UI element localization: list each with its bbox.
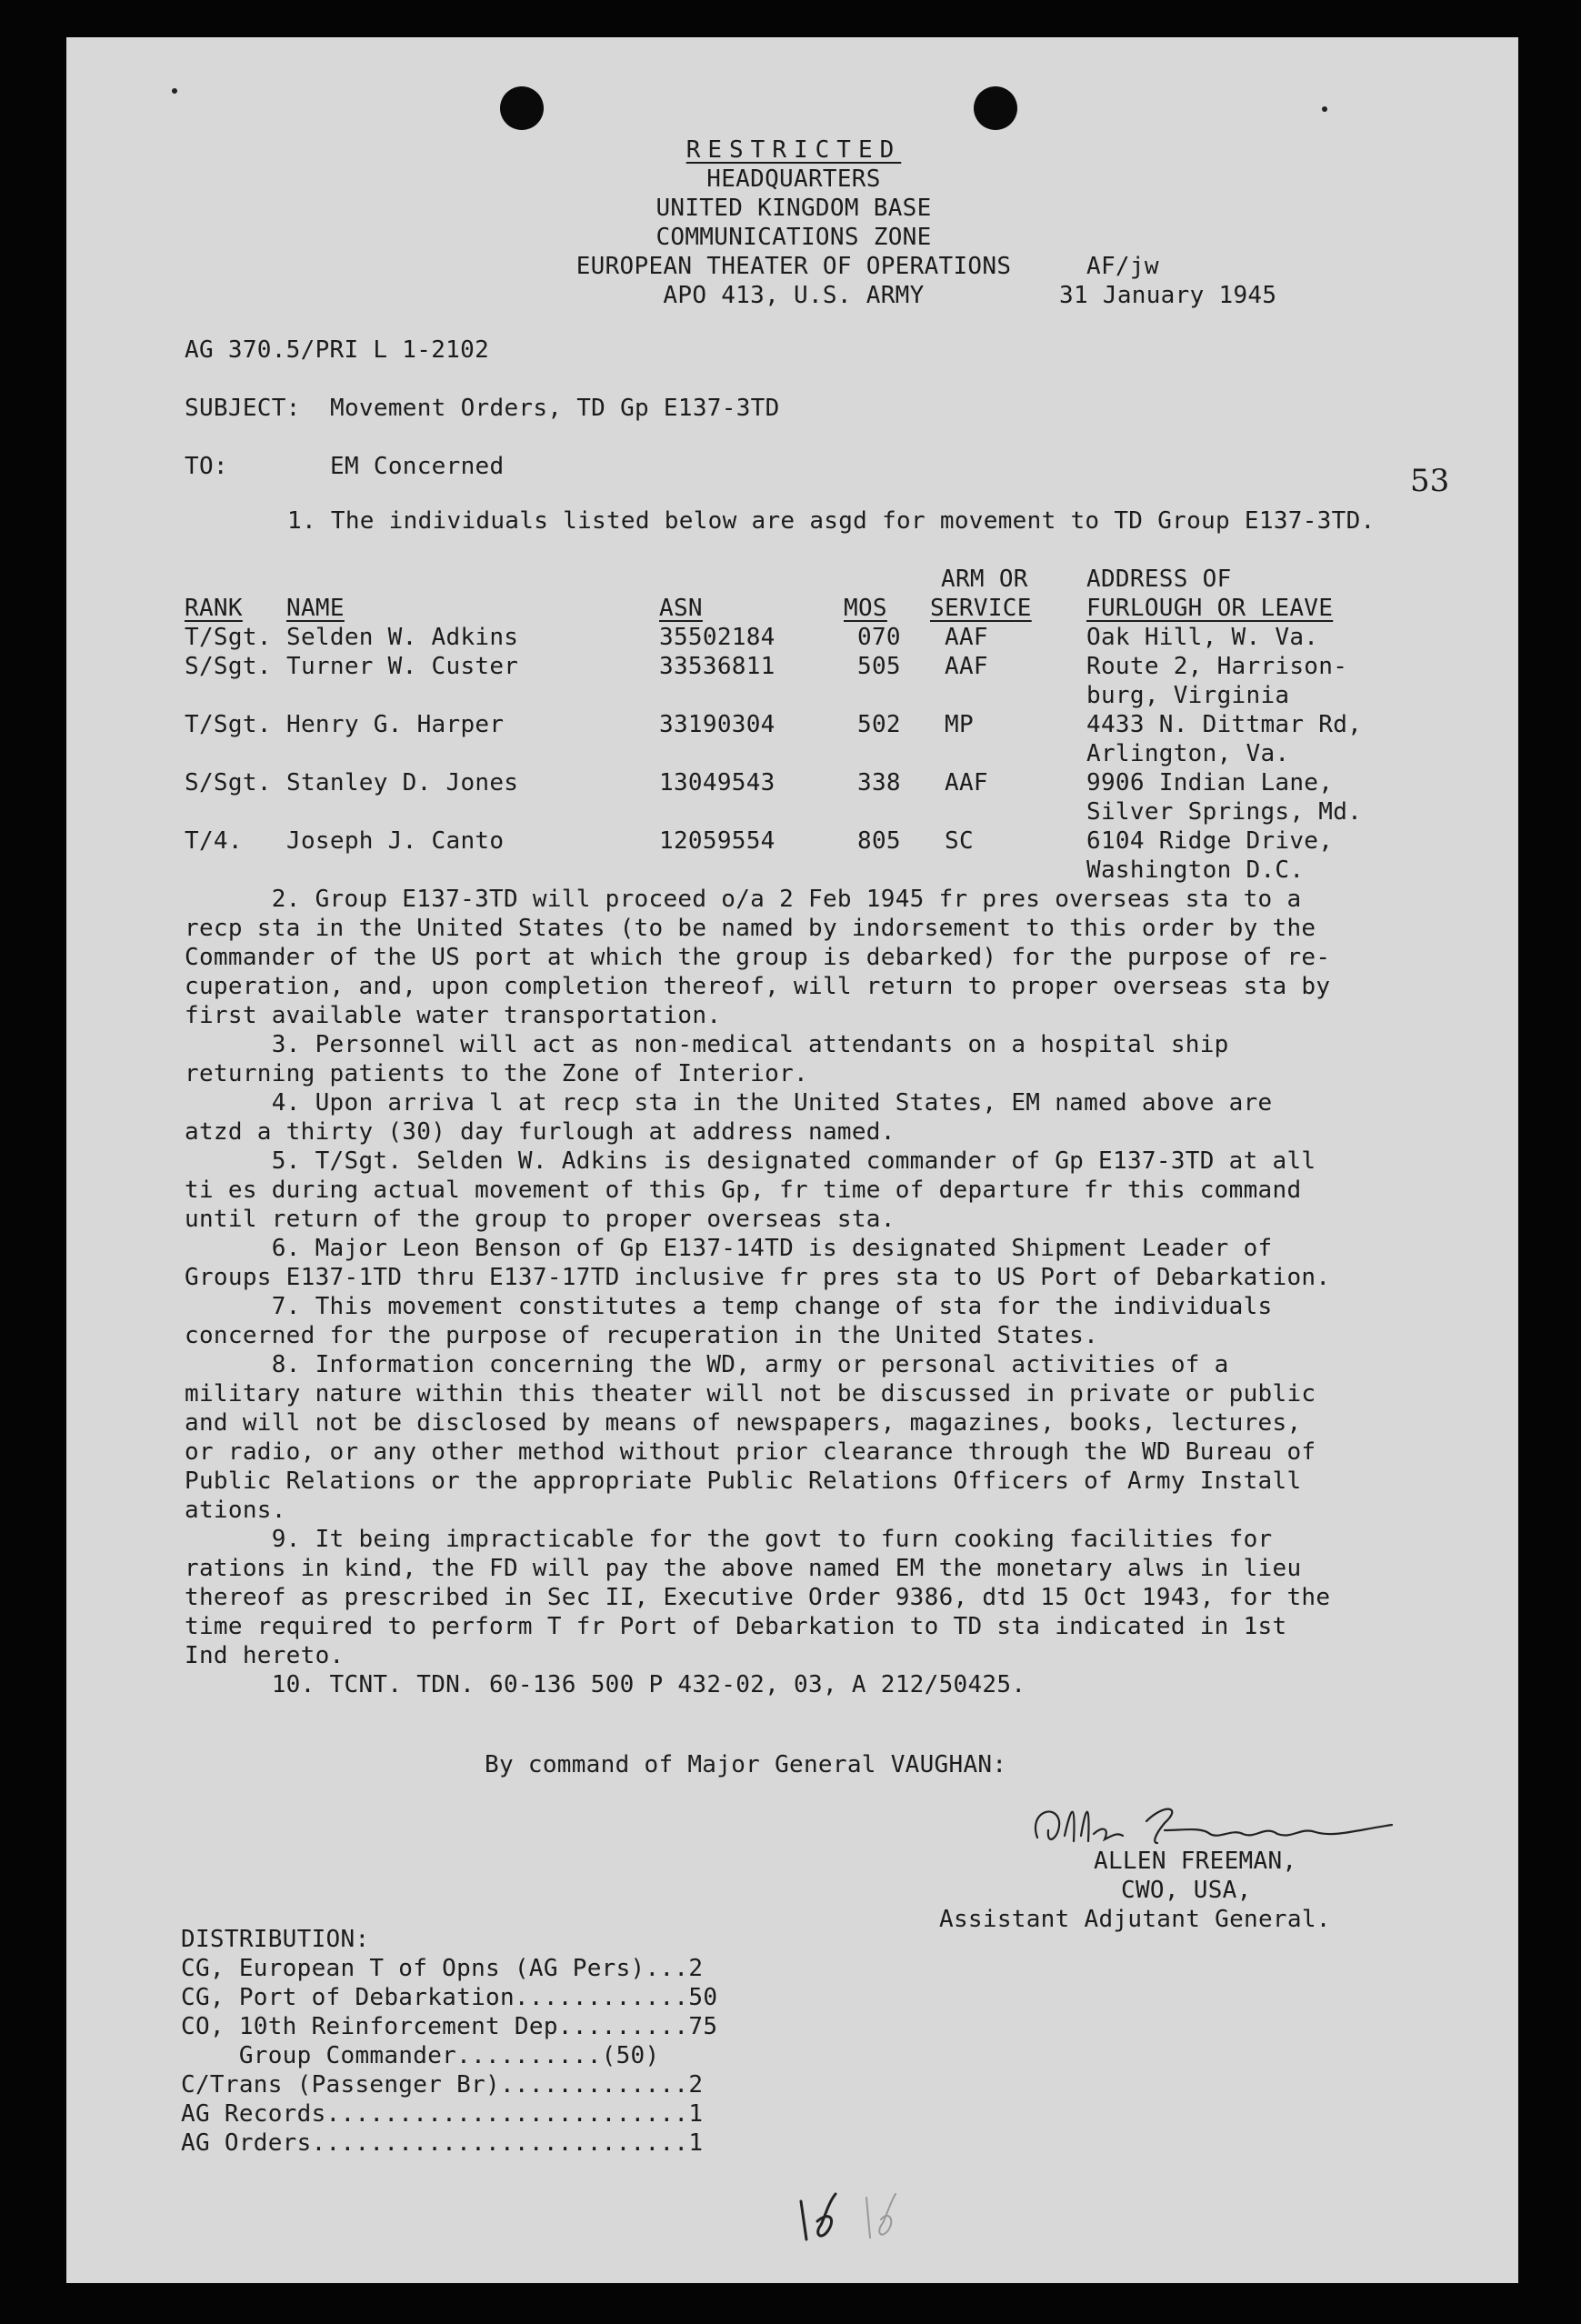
body-line: until return of the group to proper overseas sta. [185, 1206, 896, 1233]
body-line: 4. Upon arriva l at recp sta in the United States, EM named above are [185, 1089, 1273, 1117]
distribution-label: DISTRIBUTION: [181, 1926, 370, 1953]
table-cell-asn: 12059554 [659, 827, 775, 855]
handwritten-note [794, 2185, 912, 2249]
to-text: EM Concerned [330, 453, 505, 480]
table-cell-asn: 33536811 [659, 653, 775, 680]
table-cell-rank: T/Sgt. [185, 624, 272, 651]
distribution-line: CG, European T of Opns (AG Pers)...2 [181, 1955, 704, 1982]
table-cell-name: Turner W. Custer [286, 653, 519, 680]
table-cell-name: Henry G. Harper [286, 711, 505, 738]
distribution-line: AG Records.........................1 [181, 2100, 704, 2128]
table-header-arm-top: ARM OR [941, 566, 1028, 593]
table-cell-mos: 505 [857, 653, 901, 680]
table-cell-address: 6104 Ridge Drive, [1086, 827, 1334, 855]
table-cell-asn: 35502184 [659, 624, 775, 651]
table-cell-arm: AAF [945, 769, 988, 796]
body-line: Ind hereto. [185, 1642, 345, 1669]
table-header-name: NAME [286, 595, 345, 622]
body-line: rations in kind, the FD will pay the above named EM the monetary alws in lieu [185, 1555, 1302, 1582]
document-date: 31 January 1945 [1059, 282, 1277, 309]
table-cell-address: Oak Hill, W. Va. [1086, 624, 1319, 651]
table-cell-rank: T/4. [185, 827, 243, 855]
distribution-line: Group Commander..........(50) [181, 2042, 660, 2069]
reference-initials: AF/jw [1086, 253, 1159, 280]
table-cell-mos: 805 [857, 827, 901, 855]
punch-hole-right [974, 86, 1017, 130]
body-line: 10. TCNT. TDN. 60-136 500 P 432-02, 03, A 212/50425. [185, 1671, 1026, 1698]
distribution-line: CG, Port of Debarkation............50 [181, 1984, 718, 2011]
body-line: concerned for the purpose of recuperation in the United States. [185, 1322, 1099, 1349]
table-cell-mos: 070 [857, 624, 901, 651]
subject-label: SUBJECT: [185, 395, 301, 422]
file-reference: AG 370.5/PRI L 1-2102 [185, 336, 490, 364]
body-line: 7. This movement constitutes a temp change of sta for the individuals [185, 1293, 1273, 1320]
table-cell-rank: S/Sgt. [185, 769, 272, 796]
header-line: EUROPEAN THEATER OF OPERATIONS [575, 253, 1012, 280]
classification-heading: RESTRICTED [685, 136, 902, 164]
paragraph-1: 1. The individuals listed below are asgd for movement to TD Group E137-3TD. [287, 507, 1376, 535]
distribution-line: AG Orders..........................1 [181, 2129, 704, 2157]
distribution-line: C/Trans (Passenger Br).............2 [181, 2071, 704, 2099]
signer-title: Assistant Adjutant General. [939, 1906, 1331, 1933]
punch-hole-left [500, 86, 544, 130]
body-line: 8. Information concerning the WD, army or personal activities of a [185, 1351, 1229, 1378]
body-line: 6. Major Leon Benson of Gp E137-14TD is designated Shipment Leader of [185, 1235, 1273, 1262]
body-line: Commander of the US port at which the group is debarked) for the purpose of re- [185, 944, 1331, 971]
body-line: Public Relations or the appropriate Public Relations Officers of Army Install [185, 1468, 1302, 1495]
table-cell-address: Route 2, Harrison- [1086, 653, 1348, 680]
signer-rank: CWO, USA, [1121, 1877, 1252, 1904]
header-line: COMMUNICATIONS ZONE [655, 224, 932, 251]
body-line: atzd a thirty (30) day furlough at address named. [185, 1118, 896, 1146]
body-line: Groups E137-1TD thru E137-17TD inclusive fr pres sta to US Port of Debarkation. [185, 1264, 1331, 1291]
table-cell-name: Selden W. Adkins [286, 624, 519, 651]
body-line: returning patients to the Zone of Interior. [185, 1060, 808, 1087]
table-header-rank: RANK [185, 595, 243, 622]
speck [1322, 106, 1327, 112]
body-line: time required to perform T fr Port of Debarkation to TD sta indicated in 1st [185, 1613, 1287, 1640]
table-cell-address: Washington D.C. [1086, 856, 1305, 884]
body-line: military nature within this theater will not be discussed in private or public [185, 1380, 1316, 1407]
to-label: TO: [185, 453, 228, 480]
table-header-asn: ASN [659, 595, 703, 622]
body-line: first available water transportation. [185, 1002, 722, 1029]
header-line: APO 413, U.S. ARMY [663, 282, 925, 309]
subject-text: Movement Orders, TD Gp E137-3TD [330, 395, 780, 422]
page-number: 53 [1410, 463, 1450, 499]
table-cell-asn: 33190304 [659, 711, 775, 738]
speck [172, 88, 177, 94]
table-cell-name: Joseph J. Canto [286, 827, 505, 855]
document-page [66, 37, 1518, 2283]
table-cell-address: burg, Virginia [1086, 682, 1290, 709]
command-line: By command of Major General VAUGHAN: [485, 1751, 1007, 1778]
body-line: 3. Personnel will act as non-medical attendants on a hospital ship [185, 1031, 1229, 1058]
body-line: cuperation, and, upon completion thereof, will return to proper overseas sta by [185, 973, 1331, 1000]
table-cell-address: Silver Springs, Md. [1086, 798, 1363, 826]
body-line: 2. Group E137-3TD will proceed o/a 2 Feb 1945 fr pres overseas sta to a [185, 886, 1302, 913]
table-cell-address: 4433 N. Dittmar Rd, [1086, 711, 1363, 738]
table-cell-mos: 338 [857, 769, 901, 796]
table-cell-rank: T/Sgt. [185, 711, 272, 738]
signer-name: ALLEN FREEMAN, [1094, 1848, 1297, 1875]
table-cell-rank: S/Sgt. [185, 653, 272, 680]
header-line: UNITED KINGDOM BASE [655, 195, 932, 222]
table-cell-arm: SC [945, 827, 974, 855]
body-line: or radio, or any other method without prior clearance through the WD Bureau of [185, 1438, 1316, 1466]
table-cell-arm: MP [945, 711, 974, 738]
table-header-address-top: ADDRESS OF [1086, 566, 1232, 593]
table-cell-name: Stanley D. Jones [286, 769, 519, 796]
table-cell-address: 9906 Indian Lane, [1086, 769, 1334, 796]
table-header-arm: SERVICE [930, 595, 1032, 622]
table-header-address: FURLOUGH OR LEAVE [1086, 595, 1334, 622]
table-cell-arm: AAF [945, 653, 988, 680]
table-cell-mos: 502 [857, 711, 901, 738]
body-line: thereof as prescribed in Sec II, Executive Order 9386, dtd 15 Oct 1943, for the [185, 1584, 1331, 1611]
body-line: recp sta in the United States (to be named by indorsement to this order by the [185, 915, 1316, 942]
body-line: and will not be disclosed by means of newspapers, magazines, books, lectures, [185, 1409, 1302, 1437]
table-cell-address: Arlington, Va. [1086, 740, 1290, 767]
body-line: ti es during actual movement of this Gp, fr time of departure fr this command [185, 1177, 1302, 1204]
header-line: HEADQUARTERS [706, 165, 881, 193]
body-line: 9. It being impracticable for the govt to furn cooking facilities for [185, 1526, 1273, 1553]
table-cell-asn: 13049543 [659, 769, 775, 796]
body-line: 5. T/Sgt. Selden W. Adkins is designated commander of Gp E137-3TD at all [185, 1147, 1316, 1175]
table-cell-arm: AAF [945, 624, 988, 651]
body-line: ations. [185, 1497, 286, 1524]
distribution-line: CO, 10th Reinforcement Dep.........75 [181, 2013, 718, 2040]
table-header-mos: MOS [844, 595, 887, 622]
